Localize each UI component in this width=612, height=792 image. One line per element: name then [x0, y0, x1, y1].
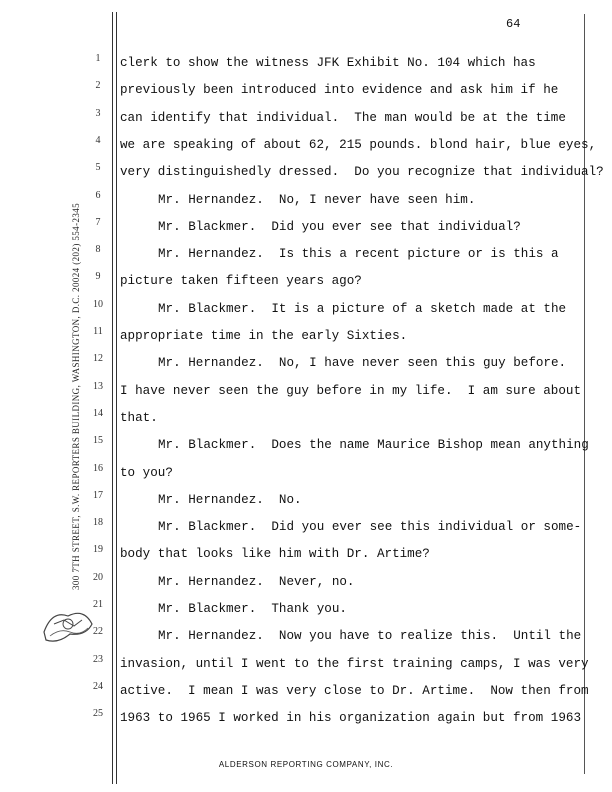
line-number: 23 — [93, 653, 103, 665]
line-number: 9 — [95, 271, 101, 283]
line-number: 3 — [95, 107, 101, 119]
line-number: 10 — [93, 298, 103, 310]
transcript-line: Mr. Blackmer. Does the name Maurice Bishop mean anything — [158, 438, 589, 453]
line-number: 4 — [95, 134, 101, 146]
line-number: 24 — [93, 680, 103, 692]
line-number: 25 — [93, 708, 103, 720]
line-number: 7 — [95, 216, 101, 228]
transcript-line: I have never seen the guy before in my life. I am sure about — [120, 383, 582, 398]
footer-company: ALDERSON REPORTING COMPANY, INC. — [218, 760, 394, 769]
transcript-line: 1963 to 1965 I worked in his organization again but from 1963 — [120, 711, 582, 726]
transcript-line: to you? — [120, 465, 173, 480]
transcript-line: Mr. Blackmer. Did you ever see that individual? — [158, 219, 521, 234]
line-number: 12 — [93, 353, 103, 365]
line-number: 18 — [93, 517, 103, 529]
transcript-line: that. — [120, 410, 158, 425]
line-number: 22 — [93, 626, 103, 638]
transcript-line: Mr. Blackmer. Did you ever see this individual or some- — [158, 520, 582, 535]
transcript-line: Mr. Hernandez. Is this a recent picture or is this a — [158, 247, 559, 262]
left-margin-rule — [112, 12, 113, 784]
transcript-line: clerk to show the witness JFK Exhibit No. 104 which has — [120, 56, 536, 70]
reporter-address-vertical: 300 7TH STREET, S.W. REPORTERS BUILDING, WASHINGTON, D.C. 20024 (202) 554-2345 — [71, 202, 81, 590]
line-number: 16 — [93, 462, 103, 474]
line-number: 11 — [93, 326, 103, 337]
line-number: 8 — [95, 244, 101, 256]
line-number: 13 — [93, 380, 103, 392]
transcript-line: invasion, until I went to the first training camps, I was very — [120, 656, 589, 671]
transcript-line: Mr. Hernandez. No, I never have seen him. — [158, 192, 476, 207]
line-number: 17 — [93, 489, 103, 501]
transcript-line: body that looks like him with Dr. Artime? — [120, 547, 430, 562]
line-number: 6 — [95, 189, 101, 201]
left-margin-rule-inner — [116, 12, 117, 784]
transcript-line: Mr. Hernandez. No. — [158, 492, 302, 507]
transcript-line: appropriate time in the early Sixties. — [120, 329, 408, 343]
line-number: 20 — [93, 571, 103, 583]
line-number: 19 — [93, 544, 103, 556]
page-number: 64 — [506, 17, 521, 31]
transcript-line: previously been introduced into evidence and ask him if he — [120, 83, 559, 98]
transcript-line: Mr. Blackmer. Thank you. — [158, 602, 347, 616]
transcript-line: Mr. Blackmer. It is a picture of a sketch made at the — [158, 301, 567, 316]
transcript-line: we are speaking of about 62, 215 pounds. blond hair, blue eyes, — [120, 137, 597, 152]
transcript-line: active. I mean I was very close to Dr. Artime. Now then from — [120, 683, 589, 698]
transcript-line: very distinguishedly dressed. Do you recognize that individual? — [120, 165, 604, 180]
line-number: 1 — [95, 53, 101, 64]
transcript-line: Mr. Hernandez. No, I have never seen this guy before. — [158, 356, 567, 371]
transcript-line: Mr. Hernandez. Now you have to realize this. Until the — [158, 629, 582, 644]
line-number: 5 — [95, 162, 101, 174]
line-number: 2 — [95, 80, 101, 92]
line-number: 15 — [93, 435, 103, 447]
line-number: 14 — [93, 407, 103, 419]
transcript-line: can identify that individual. The man would be at the time — [120, 110, 566, 125]
transcript-line: picture taken fifteen years ago? — [120, 274, 362, 289]
transcript-line: Mr. Hernandez. Never, no. — [158, 574, 355, 589]
line-number: 21 — [93, 599, 103, 610]
